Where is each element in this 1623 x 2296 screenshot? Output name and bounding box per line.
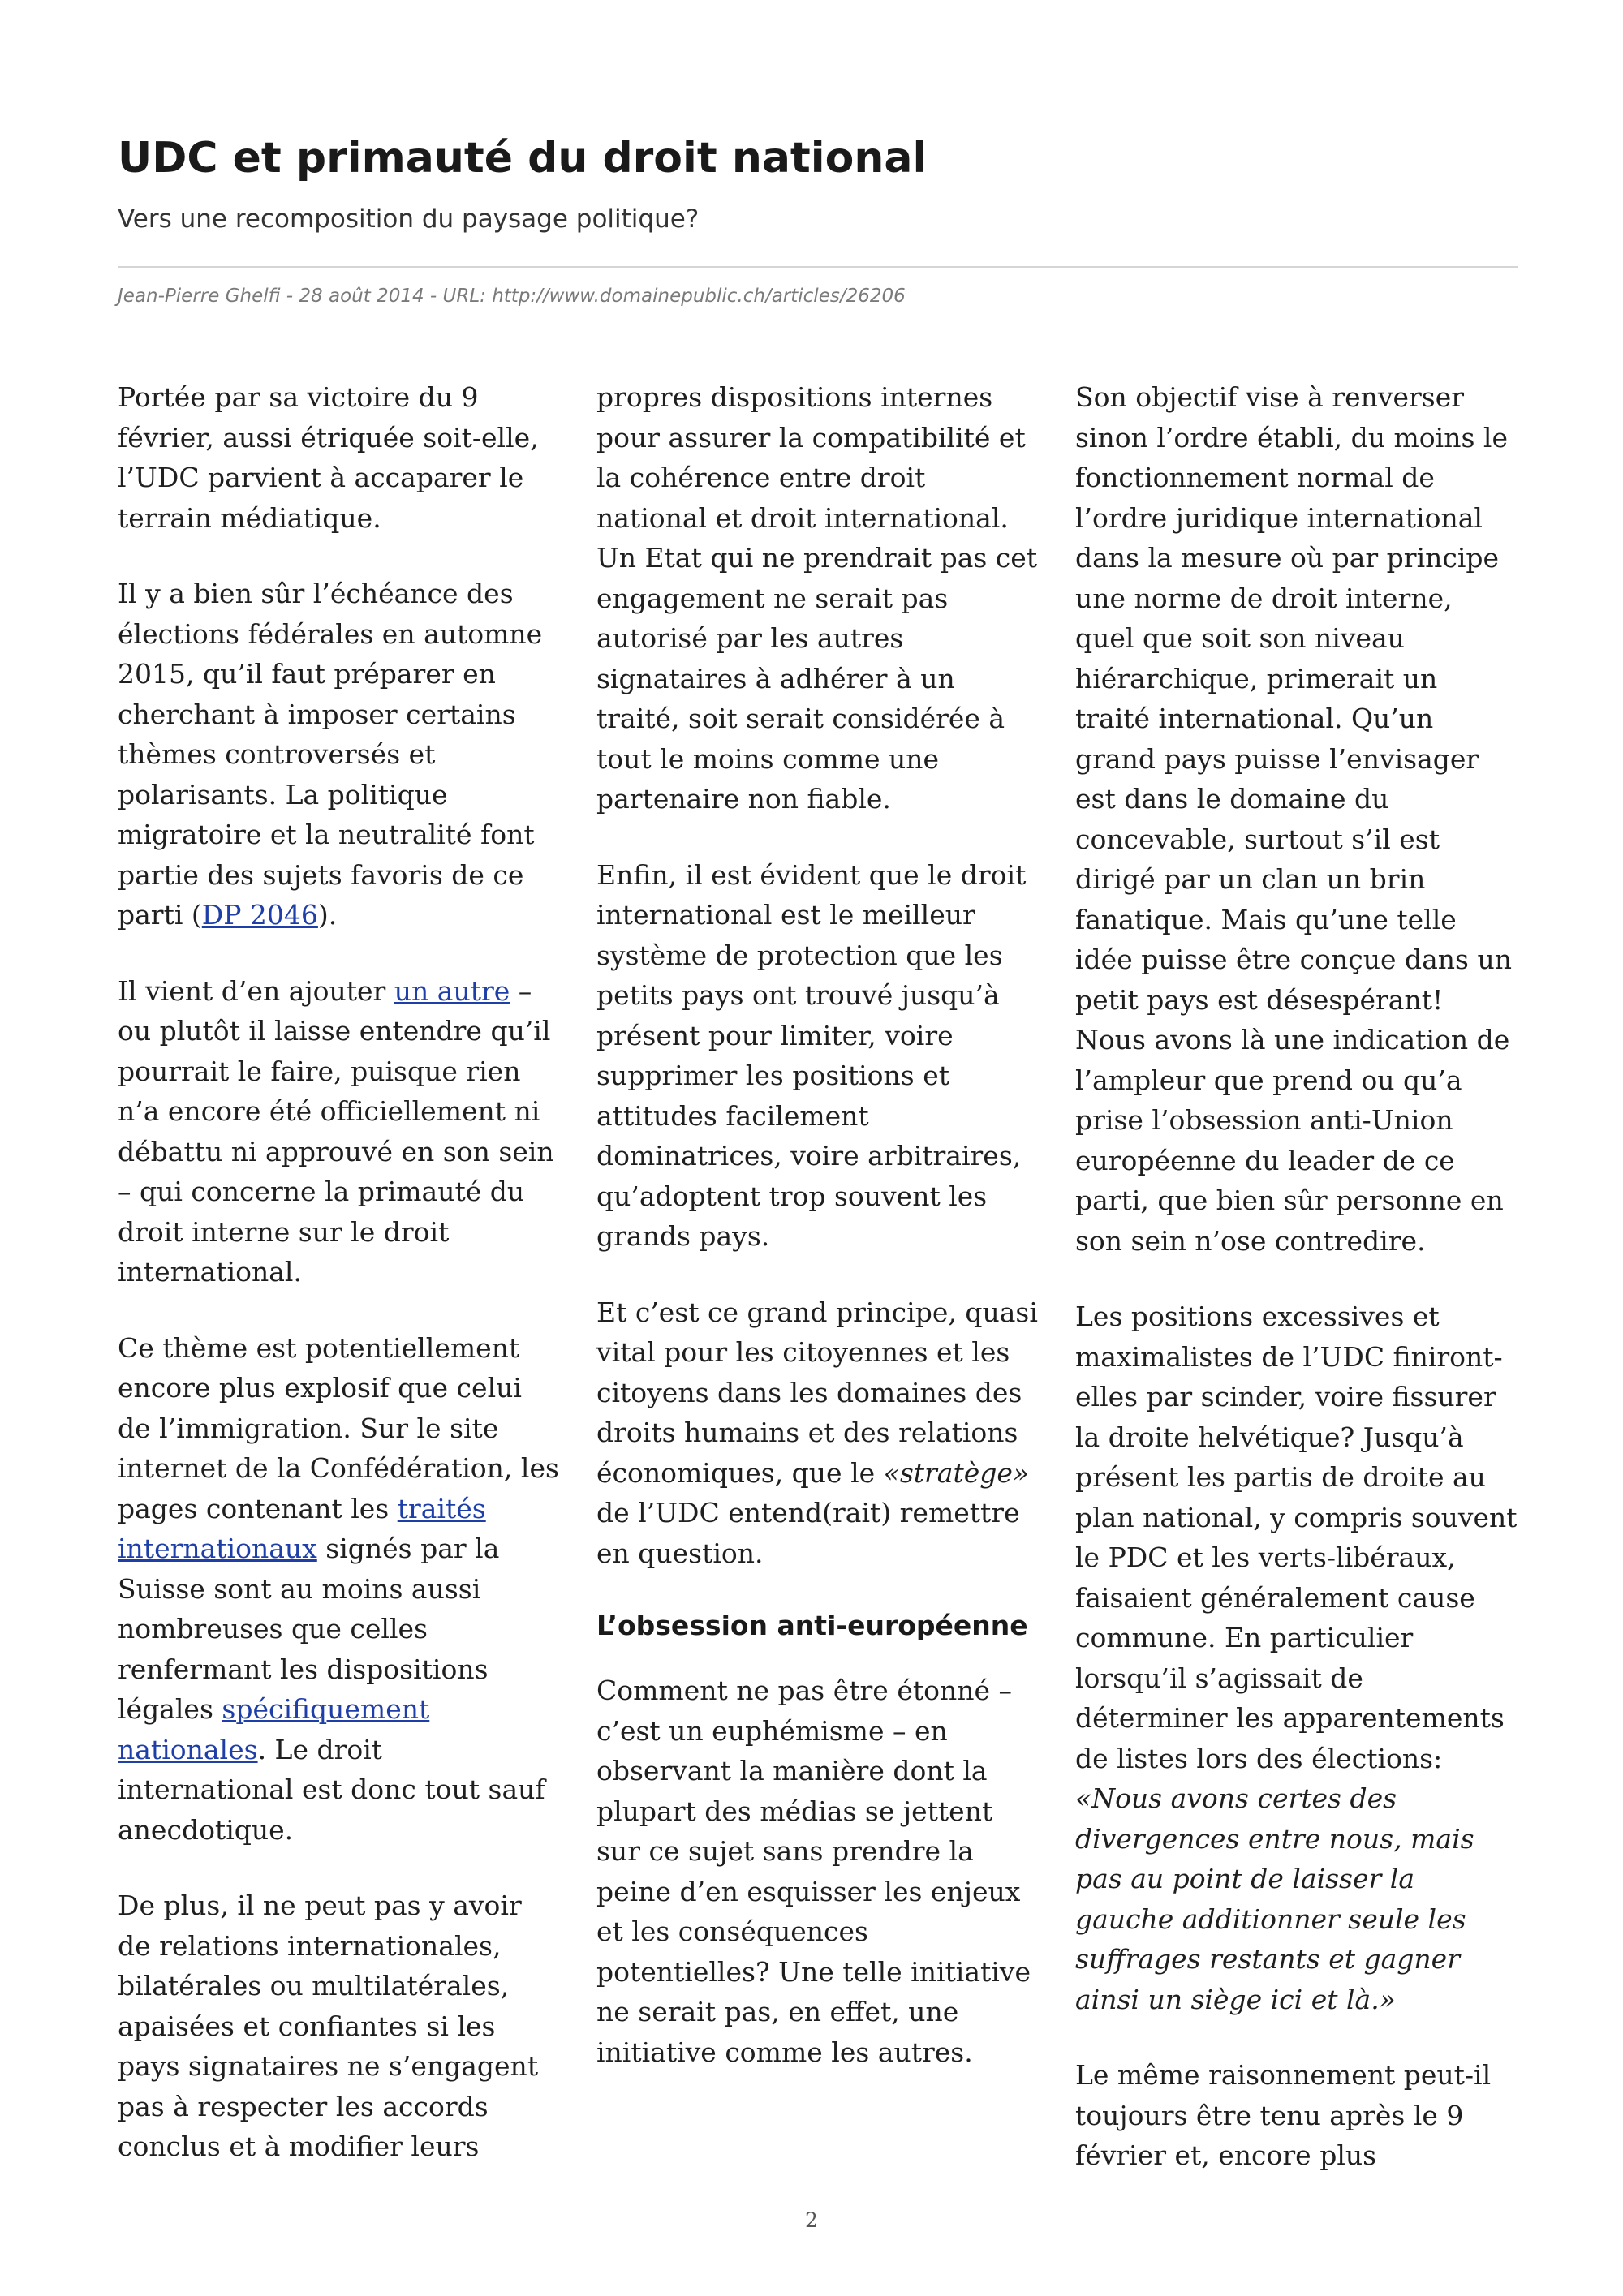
text-run: . Le droit international est donc tout sauf anecdotique.	[118, 1733, 545, 1846]
text-run: Ce thème est potentiellement encore plus explosif que celui de l’immigration. Sur le site internet de la Confédération, les pages contenant les	[118, 1331, 559, 1524]
article-meta: Jean-Pierre Ghelfi - 28 août 2014 - URL: http://www.domainepublic.ch/articles/26206	[118, 286, 906, 307]
link-dp-2046[interactable]: DP 2046	[201, 899, 318, 931]
paragraph	[118, 1328, 560, 1851]
paragraph: Comment ne pas être étonné – c’est un euphémisme – en observant la manière dont la plupart des médias se jettent sur ce sujet sans prendre la peine d’en esquisser les enjeux et les conséquences potentielles? Une telle initiative ne serait pas, en effet, une initiative comme les autres.	[596, 1675, 1031, 2068]
article-body	[118, 377, 1518, 2176]
text-run: Les positions excessives et maximalistes de l’UDC finiront-elles par scinder, voire fissurer la droite helvétique? Jusqu’à présent les partis de droite au plan national, y compris souvent le PDC et les verts-libéraux, faisaient généralement cause commune. En particulier lorsqu’il s’agissait de déterminer les apparentements de listes lors des élections:	[1075, 1301, 1518, 1774]
paragraph	[118, 971, 560, 1292]
paragraph: Enfin, il est évident que le droit international est le meilleur système de protection que les petits pays ont trouvé jusqu’à présent pour limiter, voire supprimer les positions et attitudes facilement dominatrices, voire arbitraires, qu’adoptent trop souvent les grands pays.	[596, 858, 1027, 1252]
text-run: – ou plutôt il laisse entendre qu’il pourrait le faire, puisque rien n’a encore été officiellement ni débattu ni approuvé en son sein – qui concerne la primauté du droit interne sur le droit international.	[118, 974, 554, 1288]
page-number: 2	[805, 2208, 818, 2232]
column-1	[118, 377, 560, 2176]
link-traites-internationaux[interactable]: traités internationaux	[118, 1492, 486, 1564]
text-run: Il y a bien sûr l’échéance des élections fédérales en automne 2015, qu’il faut préparer en cherchant à imposer certains thèmes controversés et polarisants. La politique migratoire et la neutralité font partie des sujets favoris de ce parti (	[118, 578, 543, 931]
paragraph	[118, 574, 560, 935]
paragraph	[1075, 1296, 1518, 2019]
text-run: Il vient d’en ajouter	[118, 974, 394, 1007]
paragraph: Le même raisonnement peut-il toujours être tenu après le 9 février et, encore plus	[1075, 2059, 1492, 2171]
link-specifiquement-nationales[interactable]: spécifiquement nationales	[118, 1693, 430, 1765]
column-2	[596, 377, 1039, 2176]
header-divider	[118, 266, 1518, 268]
article-subtitle: Vers une recomposition du paysage politique?	[118, 204, 700, 234]
text-run: Et c’est ce grand principe, quasi vital pour les citoyennes et les citoyens dans les domaines des droits humains et des relations économiques, que le	[596, 1296, 1038, 1489]
text-run: de l’UDC entend(rait) remettre en question.	[596, 1497, 1020, 1569]
paragraph: Portée par sa victoire du 9 février, aussi étriquée soit-elle, l’UDC parvient à accaparer le terrain médiatique.	[118, 381, 539, 534]
paragraph	[596, 1292, 1039, 1574]
text-run: ).	[317, 899, 338, 931]
quote: «Nous avons certes des divergences entre nous, mais pas au point de laisser la gauche additionner seule les suffrages restants et gagner ainsi un siège ici et là.»	[1075, 1782, 1474, 2015]
emphasis: «stratège»	[883, 1456, 1030, 1489]
column-3	[1075, 377, 1518, 2176]
link-un-autre[interactable]: un autre	[394, 974, 510, 1007]
article-page	[118, 130, 1518, 2171]
section-heading: L’obsession anti-européenne	[596, 1610, 1028, 1641]
paragraph: propres dispositions internes pour assurer la compatibilité et la cohérence entre droit national et droit international. Un Etat qui ne prendrait pas cet engagement ne serait pas autorisé par les autres signataires à adhérer à un traité, soit serait considérée à tout le moins comme une partenaire non fiable.	[596, 381, 1038, 815]
paragraph: De plus, il ne peut pas y avoir de relations internationales, bilatérales ou multilatérales, apaisées et confiantes si les pays signataires ne s’engagent pas à respecter les accords conclus et à modifier leurs	[118, 1890, 539, 2162]
article-title: UDC et primauté du droit national	[118, 134, 928, 183]
paragraph: Son objectif vise à renverser sinon l’ordre établi, du moins le fonctionnement normal de l’ordre juridique international dans la mesure où par principe une norme de droit interne, quel que soit son niveau hiérarchique, primerait un traité international. Qu’un grand pays puisse l’envisager est dans le domaine du concevable, surtout s’il est dirigé par un clan un brin fanatique. Mais qu’une telle idée puisse être conçue dans un petit pays est désespérant! Nous avons là une indication de l’ampleur que prend ou qu’a prise l’obsession anti-Union européenne du leader de ce parti, que bien sûr personne en son sein n’ose contredire.	[1075, 381, 1512, 1257]
text-run: signés par la Suisse sont au moins aussi nombreuses que celles renfermant les dispositions légales	[118, 1533, 500, 1725]
